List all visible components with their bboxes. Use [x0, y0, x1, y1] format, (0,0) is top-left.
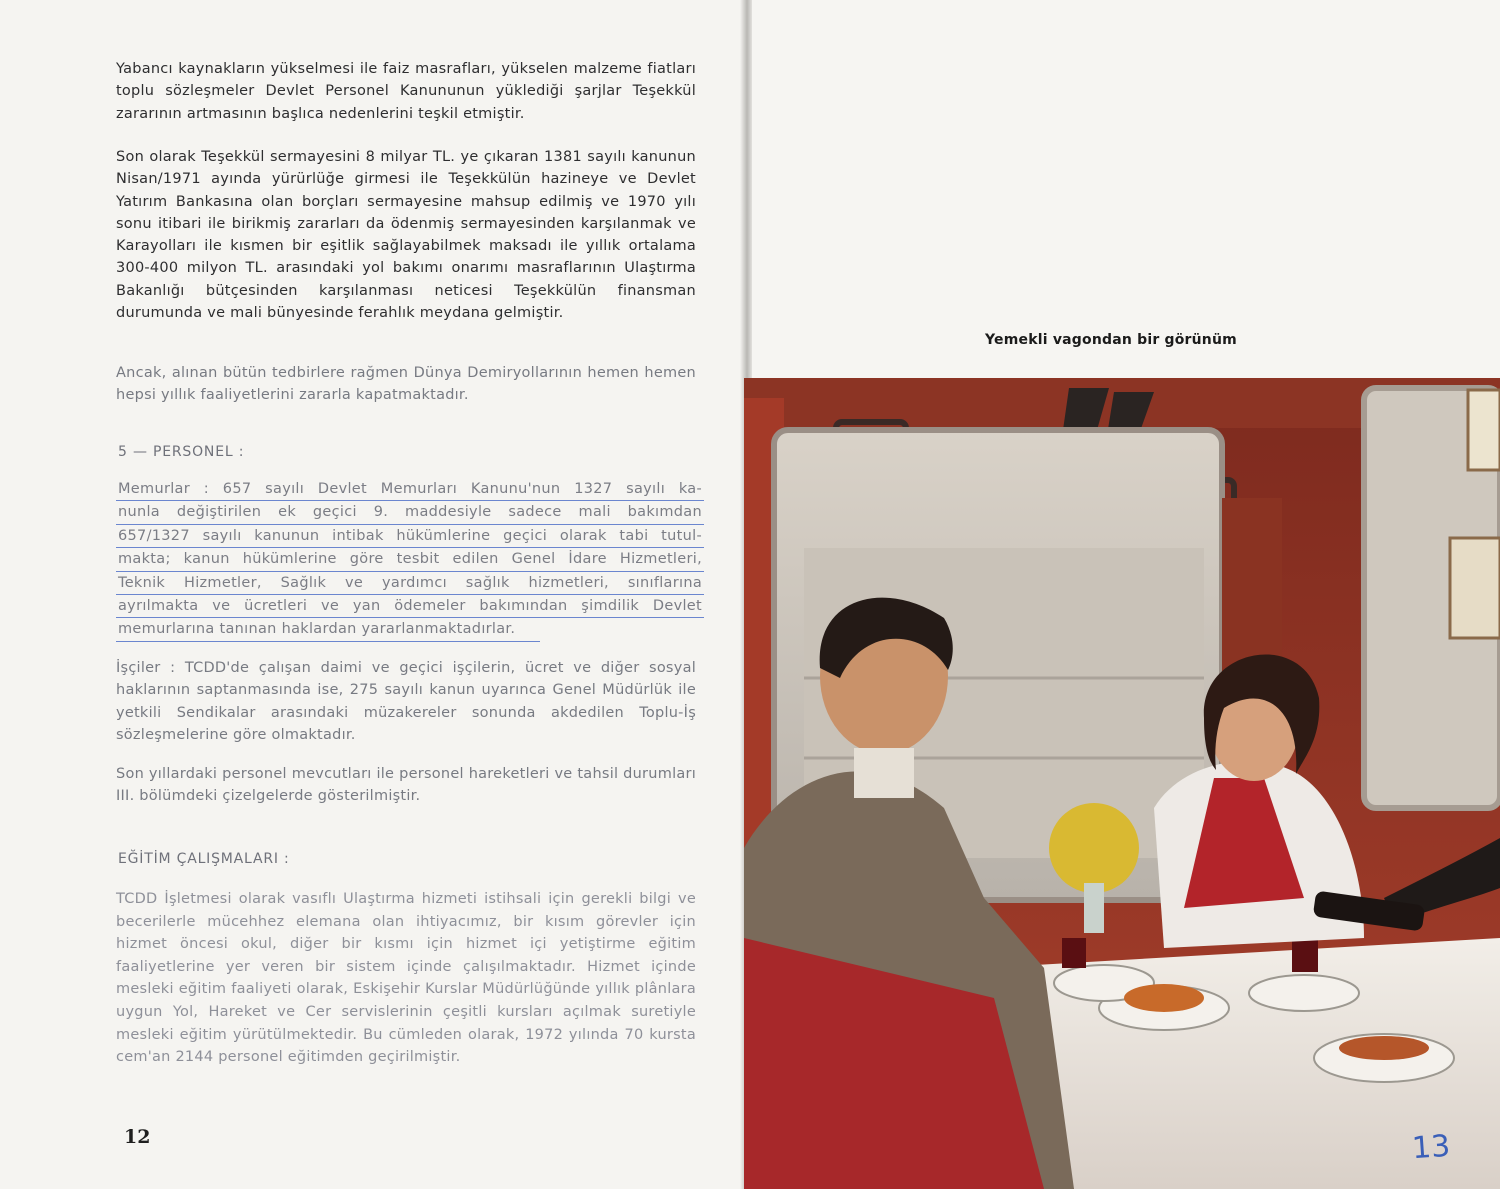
notice-plaque	[1450, 538, 1500, 638]
section-heading-egitim: EĞİTİM ÇALIŞMALARI :	[118, 851, 290, 867]
paragraph-capital: Son olarak Teşekkül sermayesini 8 milyar TL. ye çıkaran 1381 sayılı kanunun Nisan/1971 ayında yürürlüğe girmesi ile Teşekkülün hazineye ve Devlet Yatırım Bankasına olan borçları sermayesine mahsup edilmiş ve 1970 yılı sonu itibari ile birikmiş zararları da ödenmiş sermayesinden karşılanmak ve Karayolları ile kısmen bir eşitlik sağlayabilmek maksadı ile yıllık ortalama 300-400 milyon TL. arasındaki yol bakımı onarımı masraflarının Ulaştırma Bakanlığı bütçesinden karşılanması neticesi Teşekkülün finansman durumunda ve mali bünyesinde ferahlık meydana gelmiştir.	[116, 149, 696, 322]
memurlar-line: Memurlar : 657 sayılı Devlet Memurları Kanunu'nun 1327 sayılı ka-	[116, 478, 704, 501]
wine-glass	[1292, 938, 1318, 972]
flower-vase	[1084, 883, 1104, 933]
memurlar-line: makta; kanun hükümlerine göre tesbit edilen Genel İdare Hizmetleri,	[116, 548, 704, 571]
memurlar-line: Teknik Hizmetler, Sağlık ve yardımcı sağlık hizmetleri, sınıflarına	[116, 572, 704, 595]
section-heading-personel: 5 — PERSONEL :	[118, 444, 245, 460]
memurlar-line: nunla değiştirilen ek geçici 9. maddesiyle sadece mali bakımdan	[116, 501, 704, 524]
flower-vase-bouquet	[1049, 803, 1139, 893]
paragraph-egitim: TCDD İşletmesi olarak vasıflı Ulaştırma hizmeti istihsali için gerekli bilgi ve becerilerle mücehhez elemana olan ihtiyacımız, bir kısım görevler için hizmet öncesi okul, diğer bir kısmı için hizmet içi yetiştirme eğitim faaliyetlerine yer veren bir sistem içinde çalışılmaktadır. Hizmet içinde mesleki eğitim faaliyeti olarak, Eskişehir Kurslar Müdürlüğünde yıllık plânlara uygun Yol, Hareket ve Cer servislerinin çeşitli kursları açılmak suretiyle mesleki eğitim yürütülmektedir. Bu cümleden olarak, 1972 yılında 70 kursta cem'an 2144 personel eğitimden geçirilmiştir.	[116, 891, 696, 1066]
wine-glass	[1062, 938, 1086, 968]
photo-caption: Yemekli vagondan bir görünüm	[985, 332, 1237, 348]
memurlar-line: ayrılmakta ve ücretleri ve yan ödemeler bakımından şimdilik Devlet	[116, 595, 704, 618]
memurlar-line: memurlarına tanınan haklardan yararlanmaktadırlar.	[116, 618, 540, 641]
left-page	[0, 0, 748, 1189]
paragraph-world-railways: Ancak, alınan bütün tedbirlere rağmen Dünya Demiryollarının hemen hemen hepsi yıllık faaliyetlerini zararla kapatmaktadır.	[116, 365, 696, 404]
paragraph-costs: Yabancı kaynakların yükselmesi ile faiz masrafları, yükselen malzeme fiatları toplu sözleşmeler Devlet Personel Kanununun yüklediği şarjlar Teşekkül zararının artmasının başlıca nedenlerini teşkil etmiştir.	[116, 61, 696, 122]
dining-car-photo	[744, 378, 1500, 1189]
food-fruit	[1339, 1036, 1429, 1060]
memurlar-underlined-block	[116, 478, 704, 642]
paragraph-isciler: İşçiler : TCDD'de çalışan daimi ve geçici işçilerin, ücret ve diğer sosyal haklarının saptanmasında ise, 275 sayılı kanun uyarınca Genel Müdürlük ile yetkili Sendikalar arasındaki müzakereler sonunda akdedilen Toplu-İş sözleşmelerine göre olmaktadır.	[116, 660, 696, 743]
memurlar-line: 657/1327 sayılı kanunun intibak hükümlerine geçici olarak tabi tutul-	[116, 525, 704, 548]
paragraph-personel-mevcut: Son yıllardaki personel mevcutları ile personel hareketleri ve tahsil durumları III. bölümdeki çizelgelerde gösterilmiştir.	[116, 766, 696, 805]
handwritten-page-number: 13	[1410, 1128, 1452, 1167]
page-number-left: 12	[124, 1126, 151, 1148]
man-shirt-collar	[854, 748, 914, 798]
table-plate	[1249, 975, 1359, 1011]
food-fruit	[1124, 984, 1204, 1012]
notice-plaque	[1468, 390, 1500, 470]
